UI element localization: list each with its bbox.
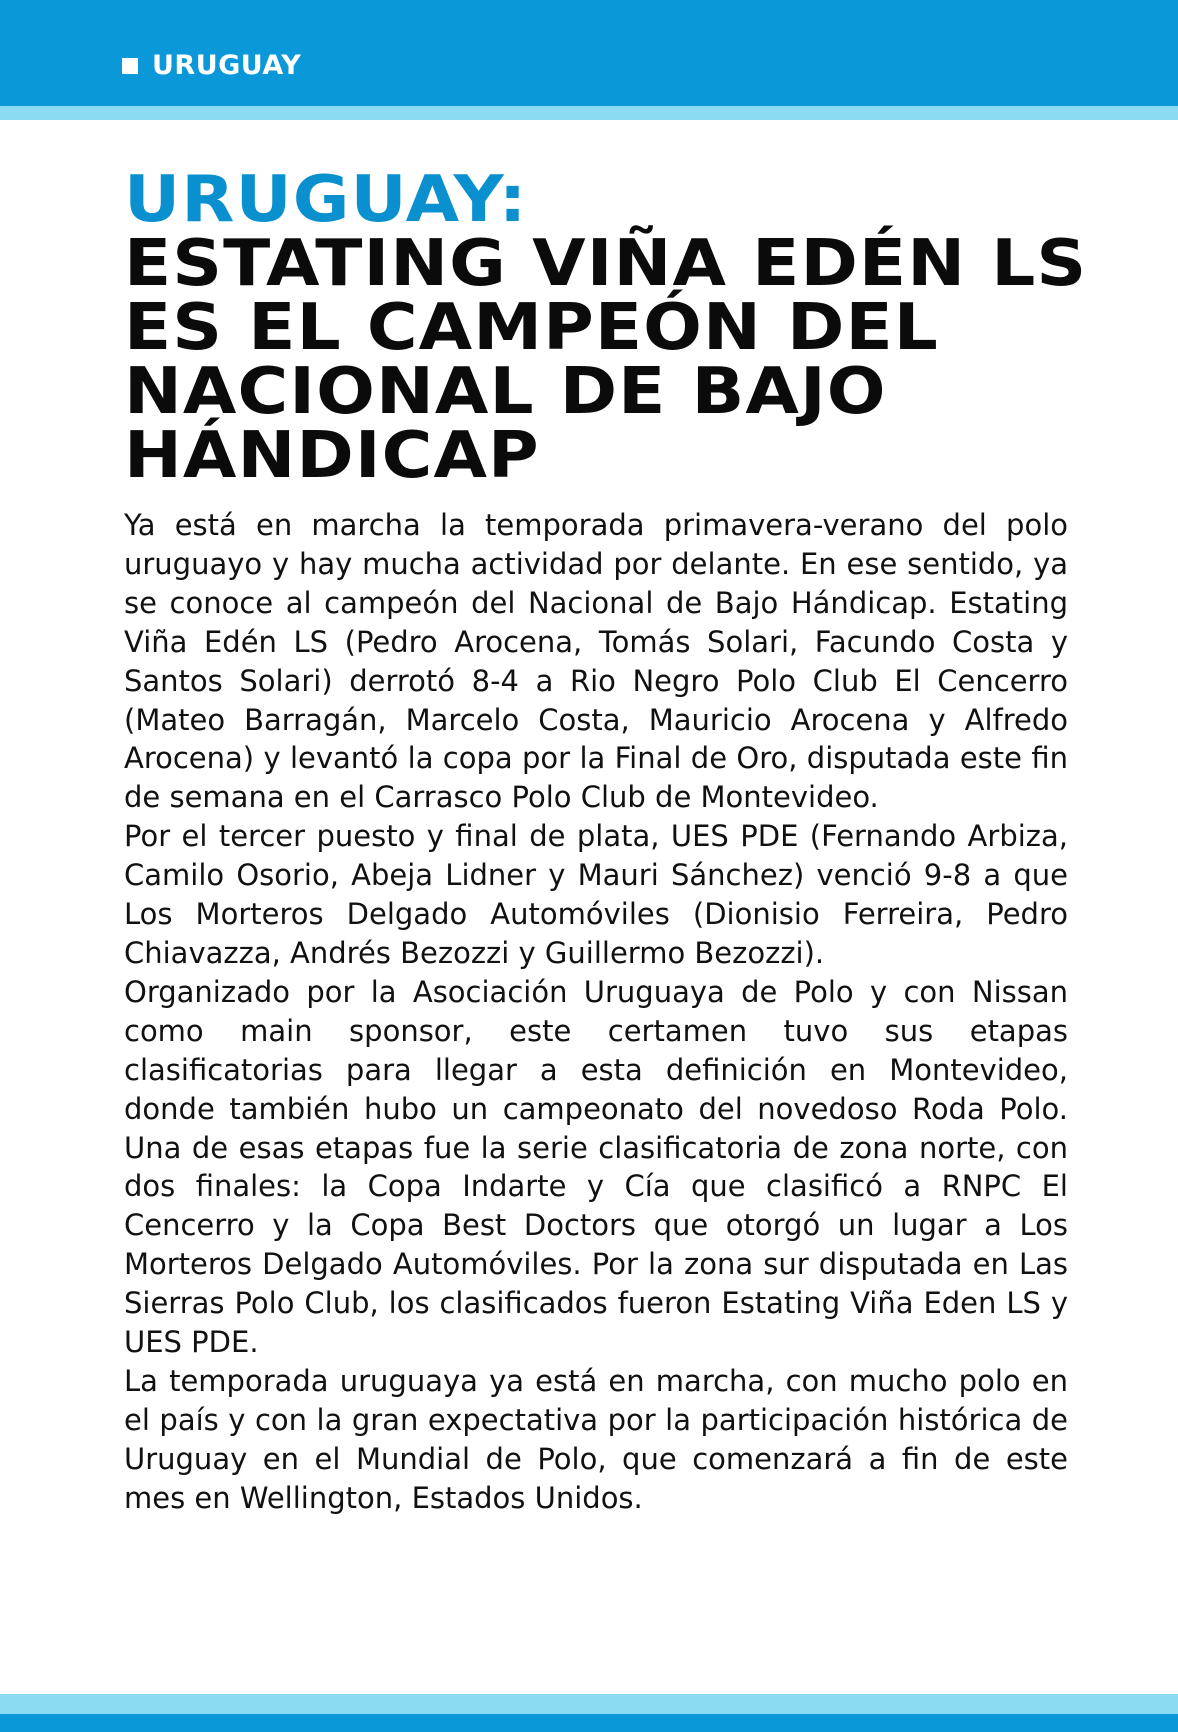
footer-band	[0, 1714, 1178, 1732]
headline-line: NACIONAL DE BAJO	[124, 355, 887, 429]
headline-line: HÁNDICAP	[124, 419, 540, 493]
article-body	[124, 506, 1068, 1518]
headline	[124, 163, 1161, 493]
article-paragraph: Organizado por la Asociación Uruguaya de Polo y con Nissan como main sponsor, este certamen tuvo sus etapas clasificatorias para llegar a esta definición en Montevideo, donde también hubo un campeonato del novedoso Roda Polo. Una de esas etapas fue la serie clasificatoria de zona norte, con dos finales: la Copa Indarte y Cía que clasificó a RNPC El Cencerro y la Copa Best Doctors que otorgó un lugar a Los Morteros Delgado Automóviles. Por la zona sur disputada en Las Sierras Polo Club, los clasificados fueron Estating Viña Eden LS y UES PDE.	[124, 974, 1068, 1360]
section-tag	[122, 50, 301, 81]
headline-line: ES EL CAMPEÓN DEL	[124, 291, 939, 365]
article-paragraph: Por el tercer puesto y final de plata, UES PDE (Fernando Arbiza, Camilo Osorio, Abeja Lidner y Mauri Sánchez) venció 9-8 a que Los Morteros Delgado Automóviles (Dionisio Ferreira, Pedro Chiavazza, Andrés Bezozzi y Guillermo Bezozzi).	[124, 819, 1068, 970]
footer-accent-stripe	[0, 1694, 1178, 1714]
section-label: URUGUAY	[152, 50, 302, 81]
headline-line: ESTATING VIÑA EDÉN LS	[124, 227, 1088, 301]
article-paragraph: Ya está en marcha la temporada primavera-verano del polo uruguayo y hay mucha actividad por delante. En ese sentido, ya se conoce al campeón del Nacional de Bajo Hándicap. Estating Viña Edén LS (Pedro Arocena, Tomás Solari, Facundo Costa y Santos Solari) derrotó 8-4 a Rio Negro Polo Club El Cencerro (Mateo Barragán, Marcelo Costa, Mauricio Arocena y Alfredo Arocena) y levantó la copa por la Final de Oro, disputada este fin de semana en el Carrasco Polo Club de Montevideo.	[124, 508, 1068, 815]
square-bullet-icon	[122, 58, 138, 74]
header-accent-stripe	[0, 106, 1178, 120]
article-paragraph: La temporada uruguaya ya está en marcha, con mucho polo en el país y con la gran expectativa por la participación histórica de Uruguay en el Mundial de Polo, que comenzará a fin de este mes en Wellington, Estados Unidos.	[124, 1363, 1068, 1515]
headline-kicker: URUGUAY:	[124, 163, 528, 237]
